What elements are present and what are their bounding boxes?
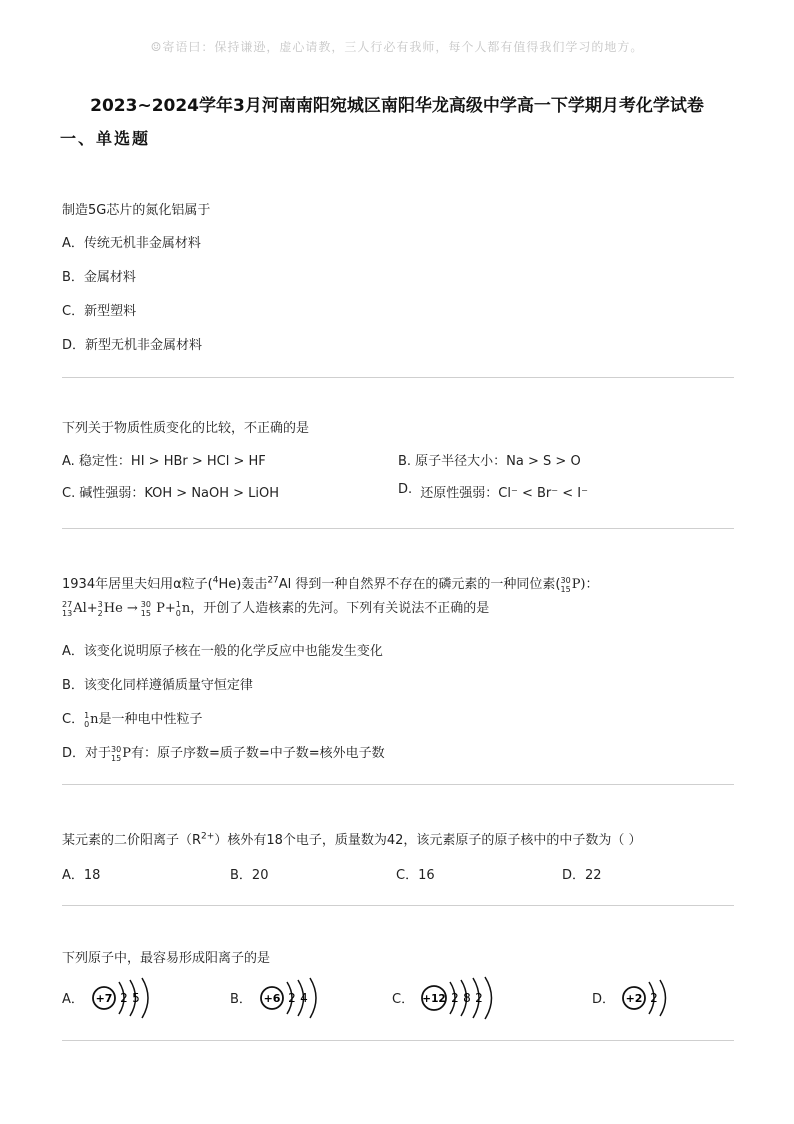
divider	[62, 528, 734, 529]
shell-electron-count: 4	[300, 991, 308, 1005]
al-mass-number: 27	[267, 575, 279, 586]
option-label: C．	[62, 712, 85, 727]
motto-header: ☺寄语曰：保持谦逊，虚心请教，三人行必有我师，每个人都有值得我们学习的地方。	[150, 40, 644, 54]
exam-title: 2023~2024学年3月河南南阳宛城区南阳华龙高级中学高一下学期月考化学试卷	[90, 96, 704, 116]
stem-text: 1934年居里夫妇用α粒子(	[62, 577, 213, 592]
section-heading: 一、单选题	[60, 129, 151, 148]
atom-structure-diagram	[254, 976, 344, 1020]
divider	[62, 784, 734, 785]
question-2-option-d[interactable]	[398, 482, 588, 501]
question-5	[62, 948, 734, 1007]
electron-shell-arc	[660, 980, 666, 1016]
question-3-stem-line-2	[62, 598, 734, 620]
question-1	[62, 200, 734, 353]
question-1-option-a[interactable]: A．传统无机非金属材料	[62, 236, 201, 251]
nucleus-charge: +12	[422, 993, 446, 1005]
question-3-stem-line-1	[62, 574, 734, 596]
question-3-option-a[interactable]: A．该变化说明原子核在一般的化学反应中也能发生变化	[62, 644, 383, 659]
question-2-option-d-label: D.	[398, 482, 413, 497]
equation-n: n	[181, 601, 191, 616]
nucleus-charge: +7	[95, 992, 113, 1005]
atom-structure-diagram	[416, 976, 516, 1020]
question-1-option-b[interactable]: B．金属材料	[62, 270, 136, 285]
option-label: B．	[230, 992, 252, 1007]
option-label: A．	[62, 992, 84, 1007]
p-nuclide-numbers: 30 15	[140, 599, 151, 618]
phosphorus-symbol: P	[122, 746, 131, 761]
stem-text: ）核外有18个电子，质量数为42，该元素原子的原子核中的中子数为（ ）	[214, 833, 642, 848]
question-5-option-b[interactable]	[230, 988, 308, 1007]
stem-text: He)轰击	[218, 577, 268, 592]
question-3-option-b[interactable]: B．该变化同样遵循质量守恒定律	[62, 678, 253, 693]
nucleus-charge: +6	[263, 992, 281, 1005]
n-nuclide-numbers: 1 0	[84, 710, 90, 729]
shell-electron-count: 2	[120, 991, 128, 1005]
question-4-option-d[interactable]: D．22	[562, 868, 602, 883]
question-4-stem	[62, 830, 734, 852]
question-4-option-a[interactable]: A．18	[62, 868, 101, 883]
option-label: C．	[392, 992, 415, 1007]
stem-text: ，开创了人造核素的先河。下列有关说法不正确的是	[190, 601, 490, 616]
question-4	[62, 830, 734, 883]
question-1-option-c[interactable]: C．新型塑料	[62, 304, 137, 319]
neutron-symbol: n	[90, 712, 99, 727]
electron-shell-arc	[310, 978, 316, 1018]
stem-text: Al 得到一种自然界不存在的磷元素的一种同位素(	[278, 577, 561, 592]
option-label: D．对于	[62, 746, 112, 761]
he-mass-number: 4	[212, 575, 219, 586]
nucleus-charge: +2	[625, 992, 643, 1005]
question-2-option-d-text: 还原性强弱：Cl⁻ < Br⁻ < I⁻	[420, 486, 588, 501]
question-1-stem: 制造5G芯片的氮化铝属于	[62, 203, 211, 218]
n-nuclide-numbers: 1 0	[175, 599, 181, 618]
shell-electron-count: 2	[451, 991, 459, 1005]
question-4-option-c[interactable]: C．16	[396, 868, 435, 883]
question-2-stem: 下列关于物质性质变化的比较，不正确的是	[62, 421, 310, 436]
question-3	[62, 574, 734, 763]
equation-p: P+	[151, 601, 176, 616]
question-5-option-c[interactable]	[392, 988, 483, 1007]
electron-shell-arc	[485, 977, 492, 1019]
question-2-option-c[interactable]: C. 碱性强弱：KOH > NaOH > LiOH	[62, 486, 280, 501]
question-5-stem: 下列原子中，最容易形成阳离子的是	[62, 951, 271, 966]
equation-he: He →	[103, 601, 138, 616]
shell-electron-count: 8	[463, 991, 471, 1005]
equation-al: Al+	[73, 601, 98, 616]
divider	[62, 905, 734, 906]
al-nuclide-numbers: 27 13	[62, 599, 73, 618]
shell-electron-count: 2	[650, 991, 658, 1005]
question-3-option-d[interactable]	[62, 742, 385, 763]
option-text: 是一种电中性粒子	[98, 712, 203, 727]
question-5-option-a[interactable]	[62, 988, 140, 1007]
electron-shell-arc	[142, 978, 148, 1018]
question-2-option-a[interactable]: A. 稳定性：HI > HBr > HCl > HF	[62, 454, 266, 469]
question-3-option-c[interactable]	[62, 708, 203, 729]
option-text: 有：原子序数=质子数=中子数=核外电子数	[130, 746, 385, 761]
question-5-option-d[interactable]	[592, 988, 658, 1007]
shell-electron-count: 2	[475, 991, 483, 1005]
question-2	[62, 418, 734, 501]
atom-structure-diagram	[86, 976, 176, 1020]
shell-electron-count: 5	[132, 991, 140, 1005]
stem-text: P)：	[571, 577, 599, 592]
he-nuclide-numbers: 3 2	[97, 599, 103, 618]
p-isotope-numbers: 30 15	[560, 575, 571, 594]
question-2-option-b[interactable]: B. 原子半径大小：Na > S > O	[398, 454, 581, 469]
ion-charge: 2+	[201, 831, 215, 842]
question-1-option-d[interactable]: D．新型无机非金属材料	[62, 338, 203, 353]
stem-text: 某元素的二价阳离子（R	[62, 833, 202, 848]
shell-electron-count: 2	[288, 991, 296, 1005]
divider	[62, 1040, 734, 1041]
p-nuclide-numbers: 30 15	[111, 744, 122, 763]
question-4-option-b[interactable]: B．20	[230, 868, 269, 883]
atom-structure-diagram	[616, 976, 686, 1020]
divider	[62, 377, 734, 378]
option-label: D．	[592, 992, 616, 1007]
